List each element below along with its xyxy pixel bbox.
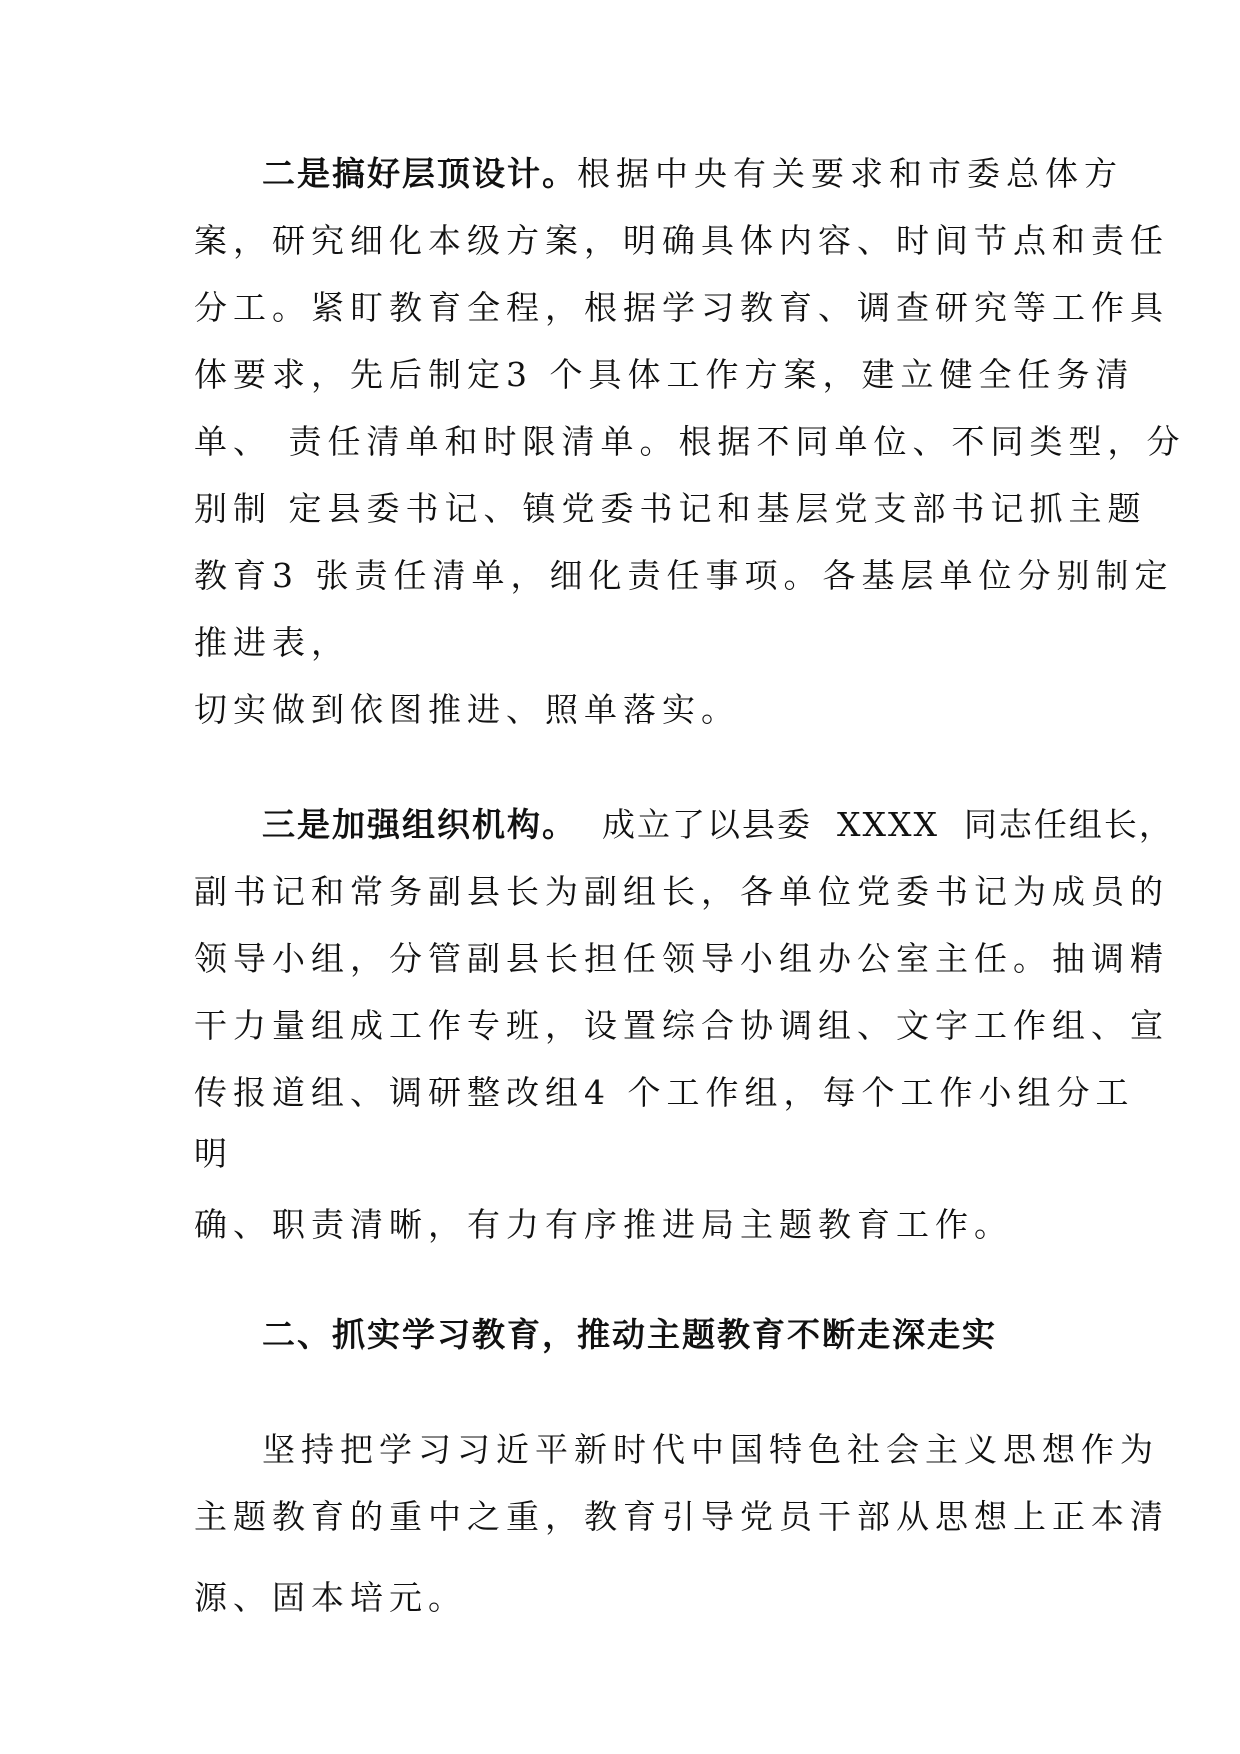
paragraph-line: 主题教育的重中之重，教育引导党员干部从思想上正本清 xyxy=(194,1497,1169,1536)
paragraph-line: 教育3 张责任清单，细化责任事项。各基层单位分别制定 xyxy=(194,556,1174,595)
paragraph-line: 坚持把学习习近平新时代中国特色社会主义思想作为 xyxy=(262,1430,1159,1469)
paragraph-line: 推进表， xyxy=(194,623,350,662)
paragraph-line: 别制 定县委书记、镇党委书记和基层党支部书记抓主题 xyxy=(194,489,1147,528)
paragraph-line: 分工。紧盯教育全程，根据学习教育、调查研究等工作具 xyxy=(194,288,1169,327)
section-heading: 二、抓实学习教育，推动主题教育不断走深走实 xyxy=(262,1315,997,1354)
paragraph-line: 单、 责任清单和时限清单。根据不同单位、不同类型，分 xyxy=(194,422,1186,461)
paragraph-line: 传报道组、调研整改组4 个工作组，每个工作小组分工 xyxy=(194,1073,1135,1112)
paragraph-line xyxy=(262,805,1174,845)
paragraph-line: 确、职责清晰，有力有序推进局主题教育工作。 xyxy=(194,1205,1013,1244)
paragraph-line: 源、固本培元。 xyxy=(194,1578,467,1617)
paragraph-lead: 二是搞好层顶设计。 xyxy=(262,154,577,193)
paragraph-line: 切实做到依图推进、照单落实。 xyxy=(194,690,740,729)
paragraph-line: 明 xyxy=(194,1134,233,1173)
paragraph-line xyxy=(262,154,1162,194)
paragraph-line: 案，研究细化本级方案，明确具体内容、时间节点和责任 xyxy=(194,221,1169,260)
paragraph-text: 成立了以县委 XXXX 同志任组长， xyxy=(577,805,1174,844)
paragraph-line: 副书记和常务副县长为副组长，各单位党委书记为成员的 xyxy=(194,872,1169,911)
paragraph-line: 体要求，先后制定3 个具体工作方案，建立健全任务清 xyxy=(194,355,1135,394)
paragraph-text: 根据中央有关要求和市委总体方 xyxy=(577,154,1123,193)
paragraph-lead: 三是加强组织机构。 xyxy=(262,805,577,844)
paragraph-line: 干力量组成工作专班，设置综合协调组、文字工作组、宣 xyxy=(194,1006,1169,1045)
paragraph-line: 领导小组，分管副县长担任领导小组办公室主任。抽调精 xyxy=(194,939,1169,978)
